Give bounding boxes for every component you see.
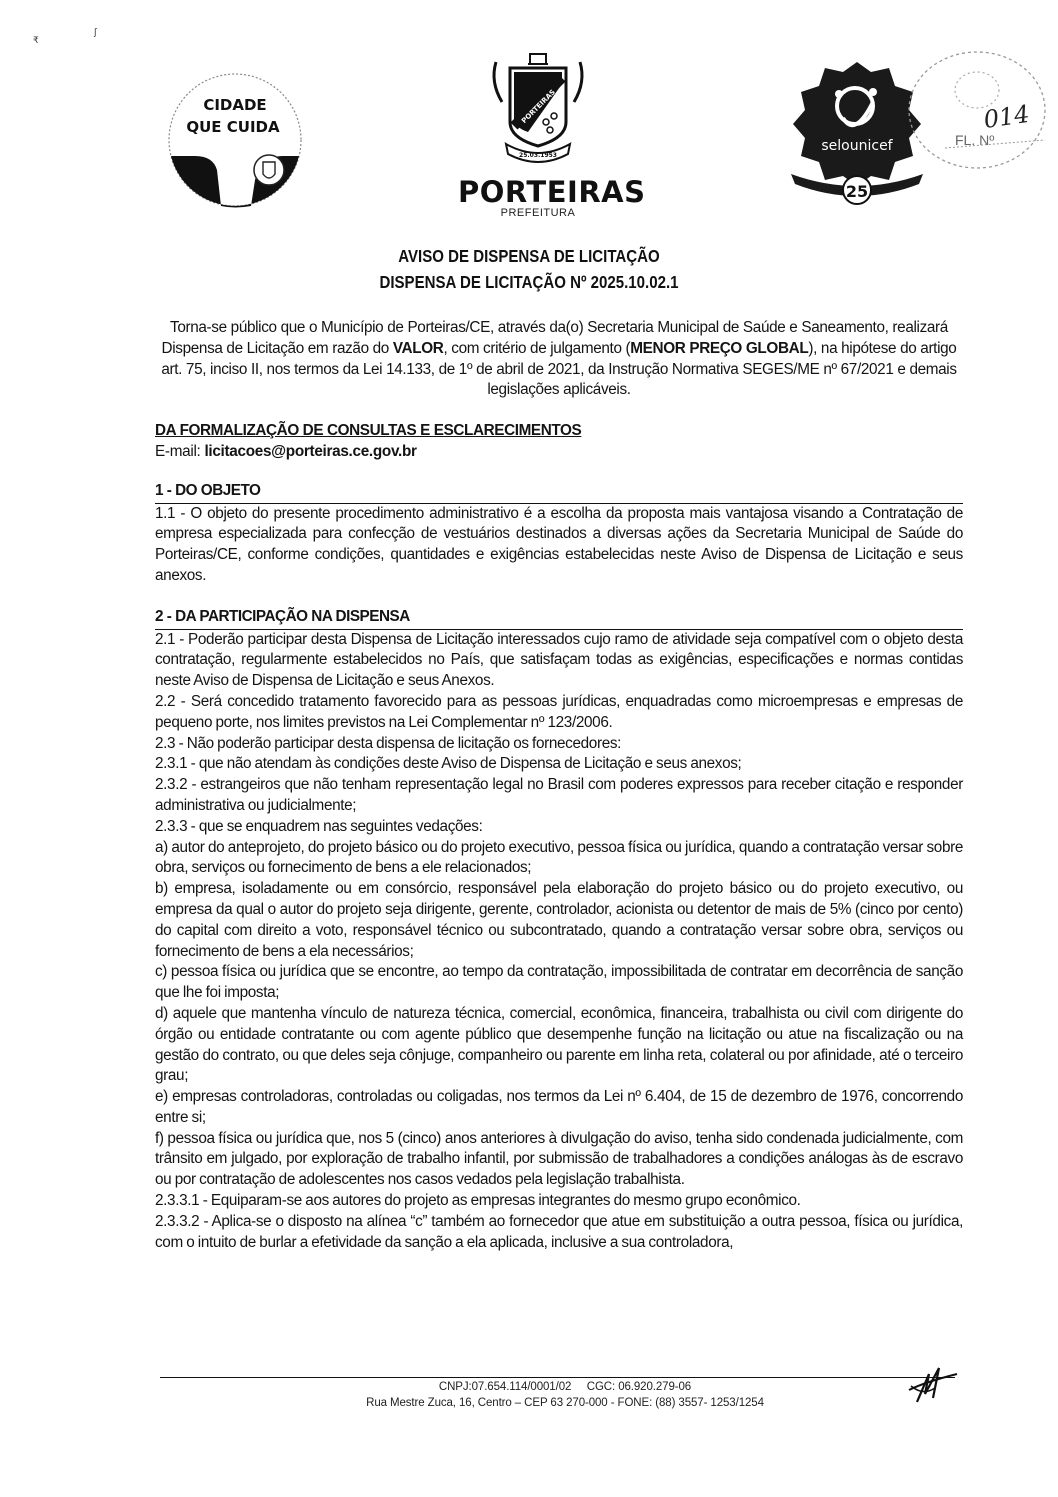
item-b: b) empresa, isoladamente ou em consórcio, responsável pela elaboração do projeto básico ou do projeto executivo, ou empresa da qual o autor do projeto seja dirigente, gerente, controlador, acionista ou detentor de mais de 5% (cinco por cento) do capital com direito a voto, responsável técnico ou subcontratado, quando a contratação versar sobre obra, serviços ou fornecimento de bens a ela necessários; bbox=[155, 880, 963, 960]
intro-paragraph: Torna-se público que o Município de Porteiras/CE, através da(o) Secretaria Municipal de Saúde e Saneamento, realizará Dispensa de Licitação em razão do VALOR, com critério de julgamento (MENOR PREÇO GLOBAL), na hipótese do artigo art. 75, inciso II, nos termos da Lei 14.133, de 1º de abril de 2021, da Instrução Normativa SEGES/ME nº 67/2021 e demais legislações aplicáveis. bbox=[161, 319, 957, 399]
intro-criterio: MENOR PREÇO GLOBAL bbox=[630, 339, 809, 357]
paragraph-2-3-2: 2.3.2 - estrangeiros que não tenham representação legal no Brasil com poderes expressos para receber citação e responder administrativa ou judicialmente; bbox=[155, 776, 963, 814]
stamp-page-label: FL. Nº bbox=[955, 132, 995, 148]
footer-divider bbox=[160, 1377, 955, 1378]
paragraph-2-3-3-1: 2.3.3.1 - Equiparam-se aos autores do projeto as empresas integrantes do mesmo grupo econômico. bbox=[155, 1192, 801, 1210]
porteiras-name: PORTEIRAS bbox=[458, 175, 646, 209]
email-link[interactable]: licitacoes@porteiras.ce.gov.br bbox=[204, 442, 417, 460]
signature-mark bbox=[905, 1360, 960, 1405]
item-c: c) pessoa física ou jurídica que se encontre, ao tempo da contratação, impossibilitada de contratar em decorrência de sanção que lhe foi imposta; bbox=[155, 963, 963, 1002]
stamp-page-number: 014 bbox=[981, 99, 1032, 134]
cidade-que-cuida-emblem-icon bbox=[165, 70, 305, 210]
crest-text: PORTEIRAS bbox=[520, 88, 558, 126]
footer-address: Rua Mestre Zuca, 16, Centro – CEP 63 270-000 - FONE: (88) 3557- 1253/1254 bbox=[366, 1397, 764, 1409]
item-d: d) aquele que mantenha vínculo de natureza técnica, comercial, econômica, financeira, trabalhista ou civil com dirigente do órgão ou entidade contratante ou com agente público que desempenhe função na licitação ou atue na fiscalização ou na gestão do contrato, ou que deles seja cônjuge, companheiro ou parente em linha reta, colateral ou por afinidade, até o terceiro grau; bbox=[155, 1004, 963, 1085]
consultas-heading: DA FORMALIZAÇÃO DE CONSULTAS E ESCLARECIMENTOS bbox=[155, 422, 582, 440]
signature-icon bbox=[905, 1360, 960, 1405]
item-e: e) empresas controladoras, controladas ou coligadas, nos termos da Lei nº 6.404, de 15 de dezembro de 1976, concorrendo entre si; bbox=[155, 1088, 963, 1126]
stamp-circle-icon bbox=[885, 48, 1050, 178]
porteiras-crest-icon bbox=[488, 52, 588, 170]
crest-date: 25.03.1953 bbox=[519, 152, 557, 159]
porteiras-prefeitura-logo bbox=[458, 52, 646, 222]
paragraph-2-1: 2.1 - Poderão participar desta Dispensa de Licitação interessados cujo ramo de atividade seja compatível com o objeto desta contratação, regularmente estabelecidos no País, que satisfaçam todas as exigências, especificações e normas contidas neste Aviso de Dispensa de Licitação e seus Anexos. bbox=[155, 630, 963, 690]
document-body bbox=[155, 318, 963, 1253]
page-number-stamp bbox=[885, 48, 1050, 178]
unicef-badge-number: 25 bbox=[845, 182, 869, 201]
prefeitura-label: PREFEITURA bbox=[500, 207, 576, 219]
intro-valor: VALOR bbox=[392, 339, 444, 357]
document-subtitle: DISPENSA DE LICITAÇÃO Nº 2025.10.02.1 bbox=[379, 272, 679, 292]
scan-mark-right: ʃ bbox=[94, 28, 98, 38]
paragraph-2-3-1: 2.3.1 - que não atendam às condições deste Aviso de Dispensa de Licitação e seus anexos; bbox=[155, 755, 742, 773]
paragraph-2-2: 2.2 - Será concedido tratamento favorecido para as pessoas jurídicas, enquadradas como microempresas e empresas de pequeno porte, nos limites previstos na Lei Complementar nº 123/2006. bbox=[155, 692, 963, 731]
paragraph-2-3-3: 2.3.3 - que se enquadrem nas seguintes vedações: bbox=[155, 817, 483, 835]
section-heading-objeto: 1 - DO OBJETO bbox=[155, 481, 963, 504]
paragraph-2-3-3-2: 2.3.3.2 - Aplica-se o disposto na alínea “c” também ao fornecedor que atue em substituição a outra pessoa, física ou jurídica, com o intuito de burlar a efetividade da sanção a ela aplicada, inclusive a sua controladora, bbox=[155, 1212, 963, 1251]
logo-left-line2: QUE CUIDA bbox=[186, 118, 280, 136]
document-title: AVISO DE DISPENSA DE LICITAÇÃO bbox=[398, 246, 660, 266]
cidade-que-cuida-logo bbox=[165, 70, 305, 210]
unicef-brand: selounicef bbox=[821, 138, 893, 154]
email-line bbox=[155, 442, 963, 463]
email-label: E-mail: bbox=[155, 442, 205, 460]
paragraph-2-3: 2.3 - Não poderão participar desta dispensa de licitação os fornecedores: bbox=[155, 734, 622, 752]
item-f: f) pessoa física ou jurídica que, nos 5 (cinco) anos anteriores à divulgação do aviso, tenha sido condenada judicialmente, com trânsito em julgado, por exploração de trabalho infantil, por submissão de trabalhadores a condições análogas às de escravo ou por contratação de adolescentes nos casos vedados pela legislação trabalhista. bbox=[155, 1129, 963, 1189]
paragraph-1-1: 1.1 - O objeto do presente procedimento administrativo é a escolha da proposta mais vantajosa visando a Contratação de empresa especializada para confecção de vestuários destinados a diversas ações da Secretaria Municipal de Saúde do Porteiras/CE, conforme condições, quantidades e exigências estabelecidas neste Aviso de Dispensa de Licitação e seus anexos. bbox=[155, 504, 963, 584]
section-heading-participacao: 2 - DA PARTICIPAÇÃO NA DISPENSA bbox=[155, 607, 963, 630]
scan-mark-left: ₹ bbox=[33, 36, 39, 46]
logo-left-line1: CIDADE bbox=[203, 96, 267, 114]
footer-cnpj: CNPJ:07.654.114/0001/02 CGC: 06.920.279-06 bbox=[438, 1381, 692, 1393]
item-a: a) autor do anteprojeto, do projeto básico ou do projeto executivo, pessoa física ou jurídica, quando a contratação versar sobre obra, serviços ou fornecimento de bens a ele relacionados; bbox=[155, 838, 963, 877]
